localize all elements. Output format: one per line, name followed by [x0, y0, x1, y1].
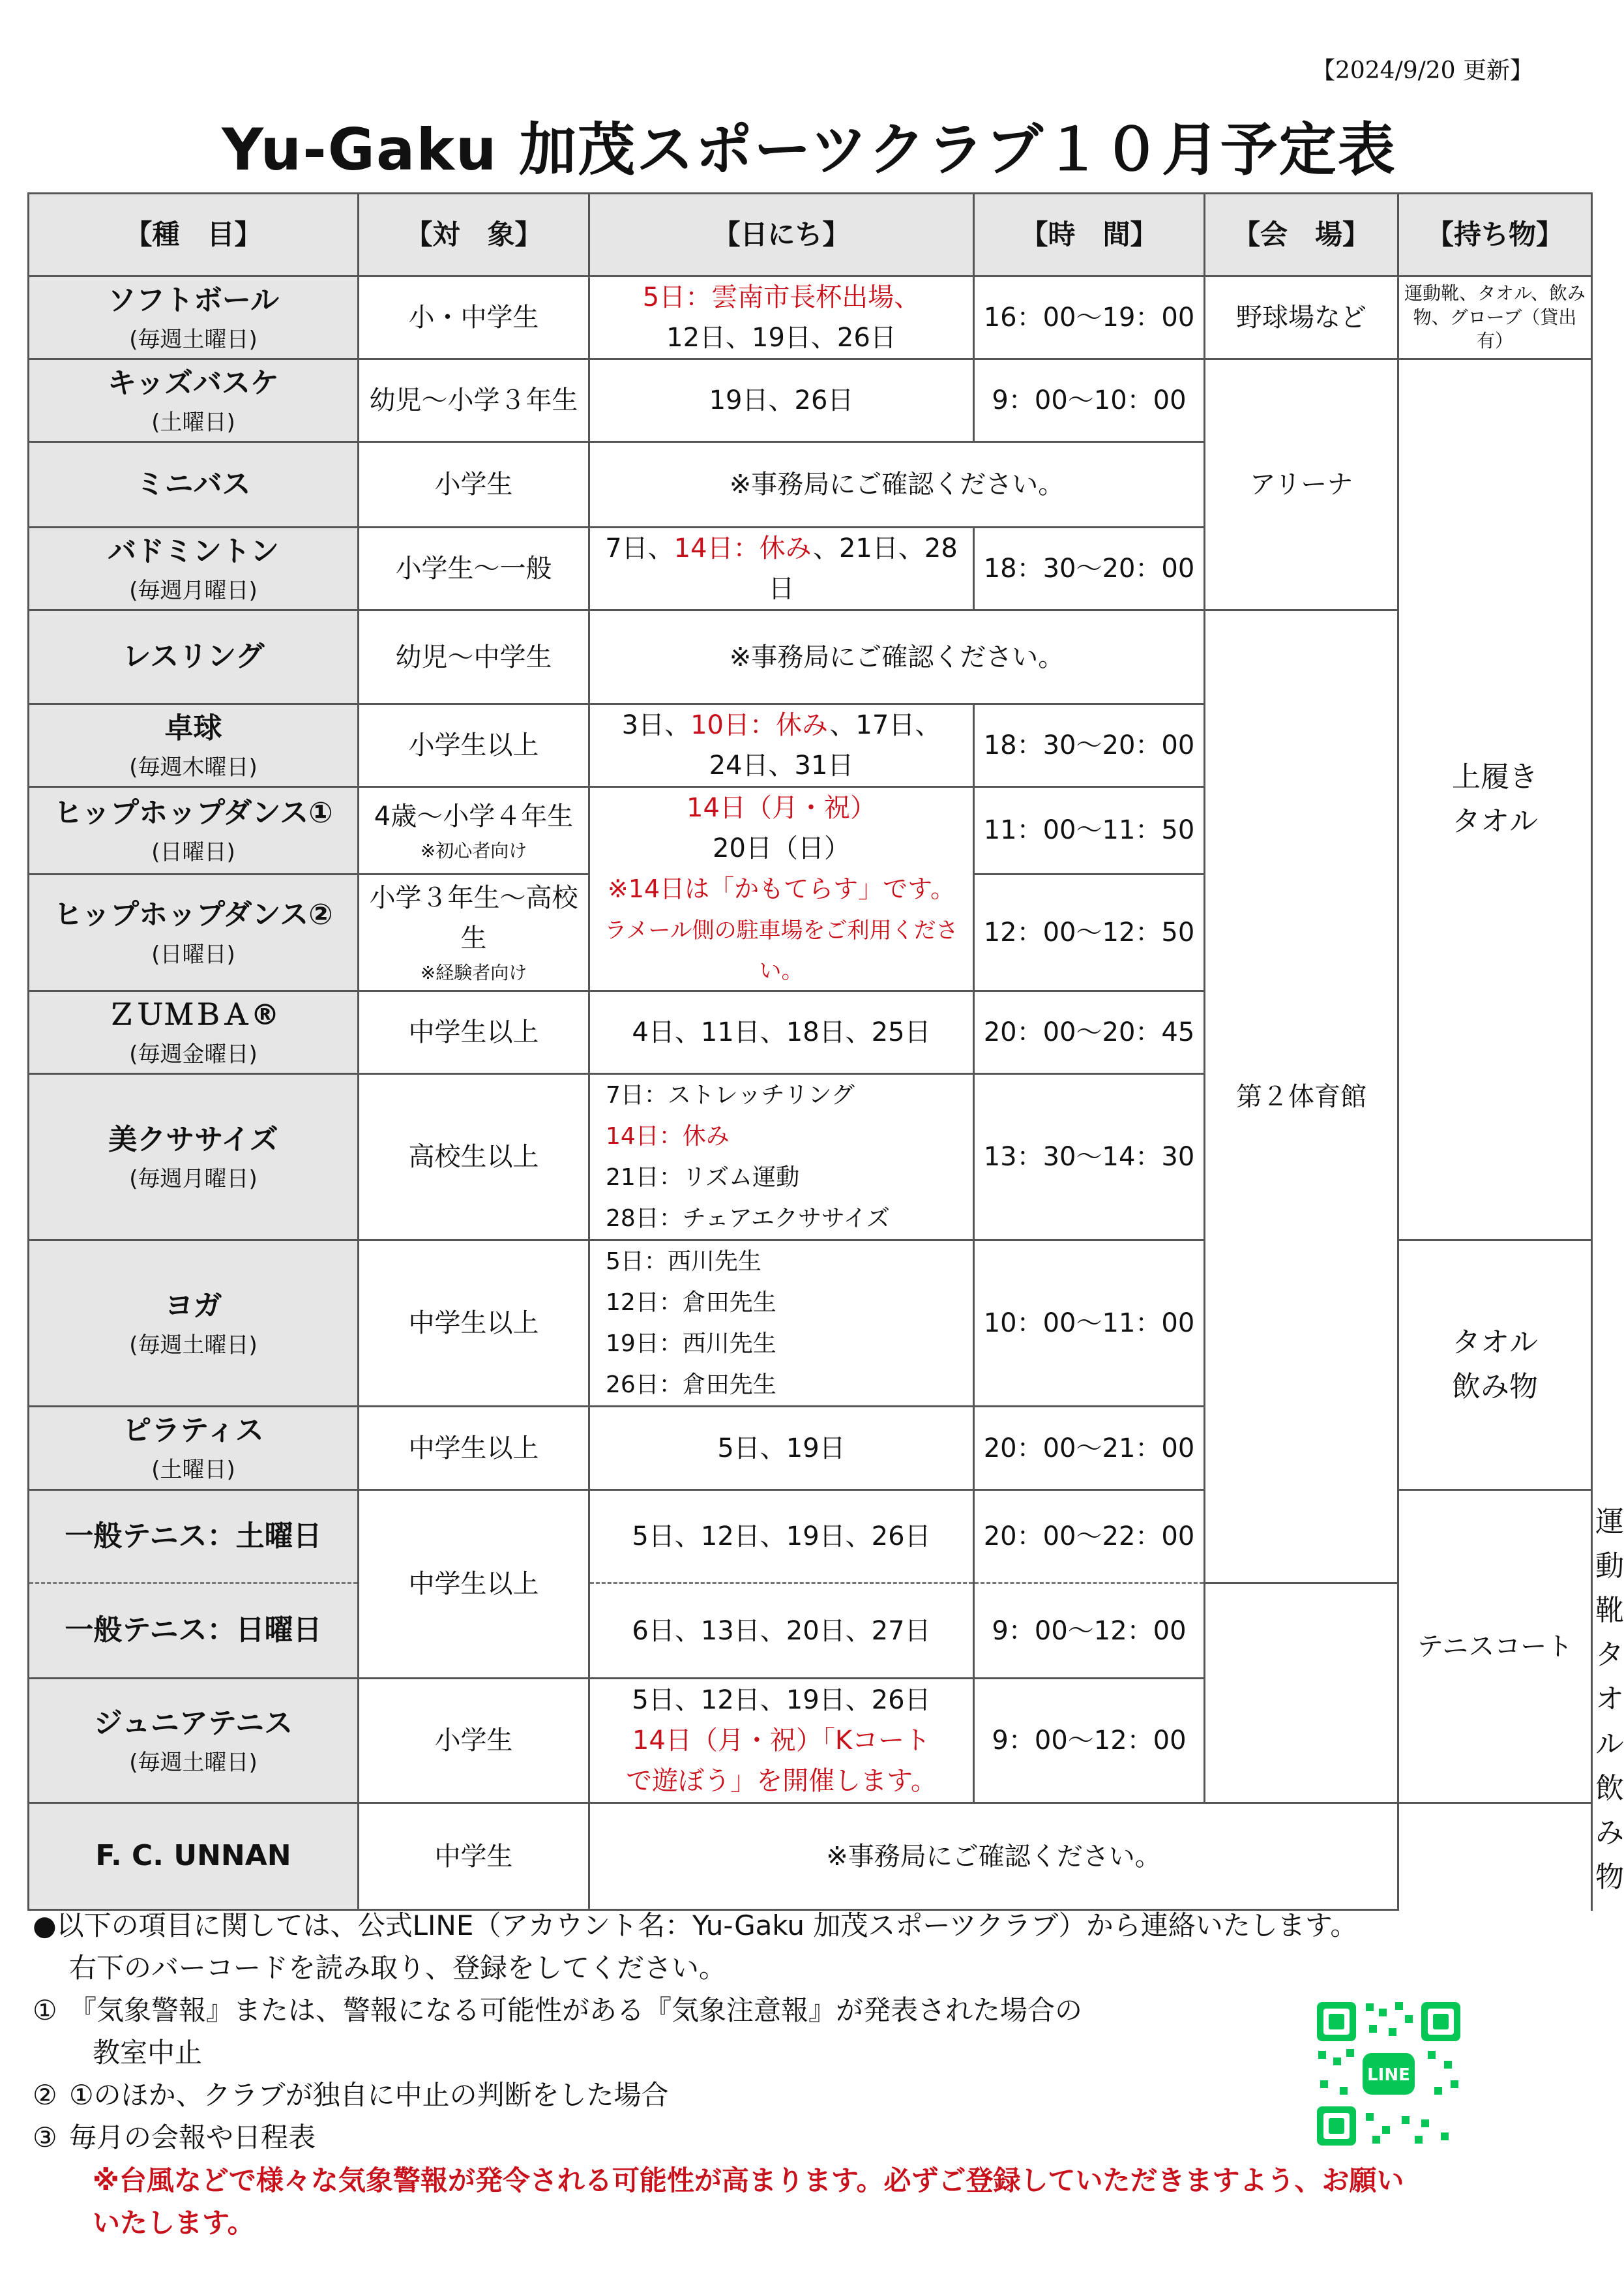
- dates-item: 26日：倉田先生: [606, 1371, 776, 1398]
- venue-cell: 野球場など: [1205, 277, 1398, 359]
- dates-cell: [589, 704, 974, 787]
- target-cell: [359, 874, 589, 991]
- event-tabletennis: [29, 704, 359, 787]
- notes-warning: ※台風などで様々な気象警報が発令される可能性が高まります。必ずご登録していただきますよう、お願い: [93, 2164, 1404, 2196]
- event-name: ジュニアテニス: [93, 1706, 293, 1740]
- venue-arena: アリーナ: [1205, 359, 1398, 610]
- header-row: [29, 194, 1592, 277]
- header-items: 【持ち物】: [1398, 194, 1592, 277]
- dates-text: 24日、31日: [709, 751, 854, 781]
- schedule-table: [27, 192, 1624, 1911]
- updated-date: 【2024/9/20 更新】: [1311, 57, 1533, 84]
- dates-list: [589, 1074, 974, 1240]
- dates-note: ラメール側の駐車場をご利用ください。: [604, 918, 958, 984]
- qr-label: LINE: [1367, 2065, 1410, 2085]
- target-cell: 中学生: [359, 1803, 589, 1910]
- event-minibasket: ミニバス: [29, 442, 359, 528]
- event-beauty: [29, 1074, 359, 1240]
- info-cell: ※事務局にご確認ください。: [589, 1803, 1398, 1910]
- table-row: [29, 610, 1592, 704]
- dates-cell: 4日、11日、18日、25日: [589, 991, 974, 1074]
- header-event: 【種 目】: [29, 194, 359, 277]
- dates-event: 14日（月・祝）「Kコート: [632, 1726, 931, 1756]
- item-text: ①のほか、クラブが独自に中止の判断をした場合: [69, 2079, 669, 2112]
- target-cell: 幼児～小学３年生: [359, 359, 589, 442]
- item-number: ①: [33, 1994, 57, 2027]
- time-cell: 16：00～19：00: [974, 277, 1205, 359]
- dates-holiday: 14日（月・祝）: [687, 793, 876, 823]
- event-day: (毎週月曜日): [129, 577, 258, 604]
- page-title: Yu-Gaku 加茂スポーツクラブ１０月予定表: [222, 116, 1396, 183]
- dates-cell: [589, 277, 974, 359]
- item-text: 毎月の会報や日程表: [69, 2121, 316, 2154]
- target-cell: [359, 787, 589, 875]
- target-note: ※初心者向け: [420, 839, 527, 861]
- table-row: [29, 1803, 1592, 1910]
- target-tennis: 中学生以上: [359, 1490, 589, 1679]
- item-number: ②: [33, 2079, 57, 2112]
- header-time: 【時 間】: [974, 194, 1205, 277]
- event-name: ＺＵＭＢＡ®: [107, 998, 280, 1032]
- header-dates: 【日にち】: [589, 194, 974, 277]
- target-cell: 中学生以上: [359, 1407, 589, 1490]
- table-row: [29, 1583, 1592, 1679]
- event-day: (毎週月曜日): [129, 1165, 258, 1192]
- dates-text: 、21日、28日: [768, 533, 958, 604]
- event-day: (毎週木曜日): [129, 754, 258, 781]
- notes-instruction: 右下のバーコードを読み取り、登録をしてください。: [69, 1952, 727, 1984]
- items-shoes-towel: 上履き タオル: [1398, 359, 1592, 1240]
- event-name: 美クササイズ: [108, 1122, 278, 1156]
- dates-event: で遊ぼう」を開催します。: [626, 1766, 937, 1796]
- event-name: 卓球: [164, 711, 222, 745]
- event-fcunnan: F. C. UNNAN: [29, 1803, 359, 1910]
- target-cell: 小学生以上: [359, 704, 589, 787]
- dates-text: 、17日、: [829, 710, 941, 740]
- target-cell: 高校生以上: [359, 1074, 589, 1240]
- event-pilates: [29, 1407, 359, 1490]
- notes-warning-cont: いたします。: [93, 2206, 255, 2239]
- dates-cell: 19日、26日: [589, 359, 974, 442]
- time-cell: 18：30～20：00: [974, 704, 1205, 787]
- event-day: (日曜日): [151, 839, 235, 866]
- dates-list: [589, 1240, 974, 1407]
- info-cell: ※事務局にご確認ください。: [589, 610, 1205, 704]
- event-name: ヨガ: [164, 1289, 222, 1323]
- dates-text: 20日（日）: [713, 833, 850, 863]
- info-cell: ※事務局にご確認ください。: [589, 442, 1205, 528]
- dates-item: 5日：西川先生: [606, 1248, 761, 1275]
- event-tennis-sat: 一般テニス：土曜日: [29, 1490, 359, 1583]
- dates-cell: [589, 528, 974, 610]
- time-cell: 20：00～21：00: [974, 1407, 1205, 1490]
- dates-text: 3日、: [621, 710, 691, 740]
- notes-intro: ●以下の項目に関しては、公式LINE（アカウント名：Yu-Gaku 加茂スポーツクラブ）から連絡いたします。: [33, 1909, 1358, 1941]
- time-cell: 20：00～22：00: [974, 1490, 1205, 1583]
- event-day: (日曜日): [151, 941, 235, 968]
- items-towel-drink: タオル 飲み物: [1398, 1240, 1592, 1490]
- event-name: ソフトボール: [107, 283, 280, 317]
- table-row: 一般テニス：土曜日 中学生以上 5日、12日、19日、26日 20：00～22：00 テニスコート 運動靴 タオル 飲み物: [29, 1490, 1592, 1583]
- dates-item: 21日：リズム運動: [606, 1164, 800, 1191]
- event-name: ヒップホップダンス②: [53, 898, 333, 932]
- event-zumba: [29, 991, 359, 1074]
- event-day: (土曜日): [151, 409, 235, 436]
- dates-cell: 6日、13日、20日、27日: [589, 1583, 974, 1679]
- dates-item: 28日：チェアエクササイズ: [606, 1205, 891, 1232]
- time-cell: 13：30～14：30: [974, 1074, 1205, 1240]
- header-target: 【対 象】: [359, 194, 589, 277]
- dates-note: 5日：雲南市長杯出場、: [642, 282, 921, 312]
- dates-note: ※14日は「かもてらす」です。: [607, 875, 956, 903]
- dates-holiday: 10日：休み: [690, 710, 830, 740]
- target-cell: 小学生: [359, 1679, 589, 1803]
- event-yoga: [29, 1240, 359, 1407]
- time-cell: 9：00～12：00: [974, 1679, 1205, 1803]
- event-name: ヒップホップダンス①: [53, 796, 333, 830]
- dates-text: 7日、: [605, 533, 674, 563]
- event-tennis-sun: 一般テニス：日曜日: [29, 1583, 359, 1679]
- target-cell: 小・中学生: [359, 277, 589, 359]
- target-cell: 小学生: [359, 442, 589, 528]
- event-softball: [29, 277, 359, 359]
- dates-text: 5日、12日、19日、26日: [632, 1685, 931, 1715]
- event-day: (毎週金曜日): [129, 1041, 258, 1068]
- event-day: (土曜日): [151, 1457, 235, 1484]
- dates-holiday: 14日：休み: [673, 533, 813, 563]
- time-cell: 20：00～20：45: [974, 991, 1205, 1074]
- dates-cell: [589, 1679, 974, 1803]
- time-cell: 9：00～10：00: [974, 359, 1205, 442]
- time-cell: 9：00～12：00: [974, 1583, 1205, 1679]
- target-note: ※経験者向け: [420, 962, 527, 984]
- table-row: [29, 1679, 1592, 1803]
- event-name: バドミントン: [107, 534, 280, 568]
- event-day: (毎週土曜日): [129, 326, 258, 353]
- event-day: (毎週土曜日): [129, 1332, 258, 1358]
- table-row: [29, 277, 1592, 359]
- event-juniortennis: [29, 1679, 359, 1803]
- time-cell: 12：00～12：50: [974, 874, 1205, 991]
- venue-gym2: 第２体育館: [1205, 610, 1398, 1583]
- venue-tenniscourt: テニスコート: [1398, 1490, 1592, 1803]
- notes-item-1-cont: 教室中止: [93, 2037, 203, 2069]
- dates-hiphop: [589, 787, 974, 991]
- items-cell: 運動靴、タオル、飲み物、グローブ（貸出有）: [1398, 277, 1592, 359]
- target-cell: 中学生以上: [359, 991, 589, 1074]
- target-text: 小学３年生～高校生: [369, 883, 578, 954]
- event-name: ピラティス: [123, 1414, 264, 1448]
- dates-text: 12日、19日、26日: [666, 323, 896, 353]
- event-wrestling: レスリング: [29, 610, 359, 704]
- event-hiphop1: [29, 787, 359, 875]
- dates-cell: 5日、12日、19日、26日: [589, 1490, 974, 1583]
- event-day: (毎週土曜日): [129, 1749, 258, 1776]
- dates-item: 19日：西川先生: [606, 1330, 776, 1357]
- header-venue: 【会 場】: [1205, 194, 1398, 277]
- event-kidsbasket: [29, 359, 359, 442]
- event-hiphop2: [29, 874, 359, 991]
- dates-item: 12日：倉田先生: [606, 1289, 776, 1316]
- target-text: 4歳～小学４年生: [374, 801, 574, 831]
- time-cell: 10：00～11：00: [974, 1240, 1205, 1407]
- dates-cell: 5日、19日: [589, 1407, 974, 1490]
- target-cell: 幼児～中学生: [359, 610, 589, 704]
- target-cell: 小学生～一般: [359, 528, 589, 610]
- item-text: 『気象警報』または、警報になる可能性がある『気象注意報』が発表された場合の: [69, 1994, 1083, 2027]
- time-cell: 18：30～20：00: [974, 528, 1205, 610]
- target-cell: 中学生以上: [359, 1240, 589, 1407]
- dates-item: 7日：ストレッチリング: [606, 1082, 855, 1109]
- line-qr-code[interactable]: [1310, 1996, 1467, 2152]
- event-badminton: [29, 528, 359, 610]
- time-cell: 11：00～11：50: [974, 787, 1205, 875]
- dates-holiday: 14日：休み: [606, 1123, 730, 1150]
- item-number: ③: [33, 2121, 57, 2154]
- table-row: [29, 359, 1592, 442]
- event-name: キッズバスケ: [107, 366, 280, 400]
